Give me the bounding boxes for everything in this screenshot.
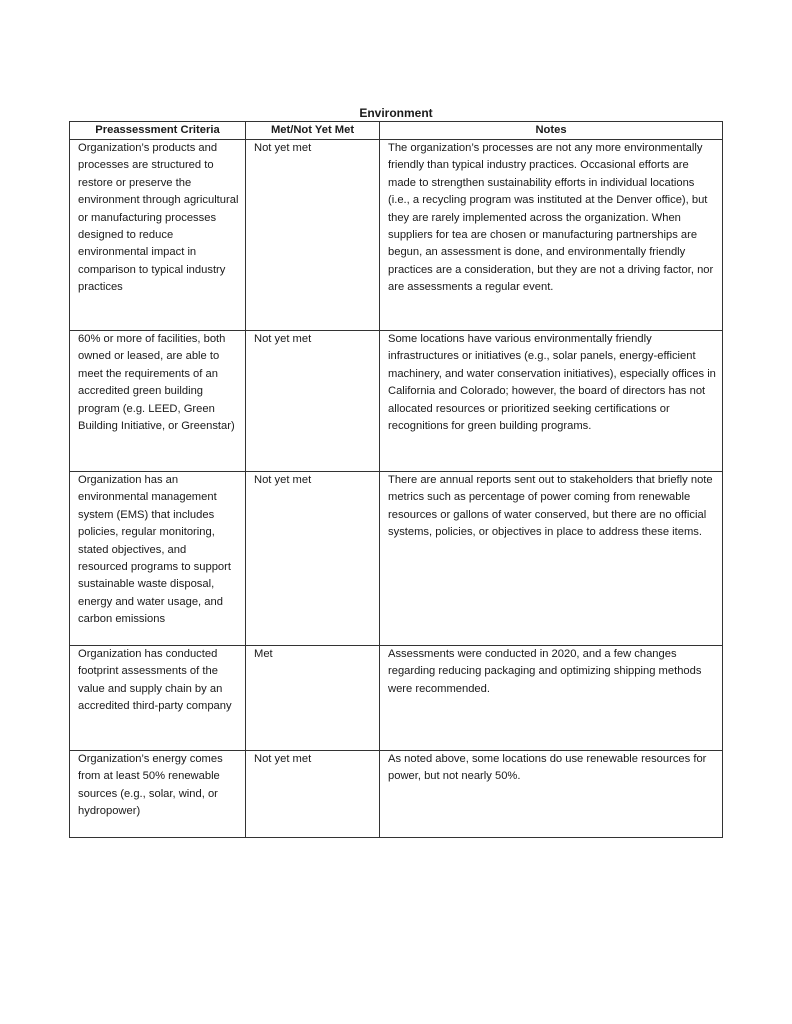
column-header-notes: Notes	[380, 122, 723, 140]
table-row	[70, 472, 723, 646]
table-row	[70, 751, 723, 838]
table-row	[70, 140, 723, 331]
status-cell: Not yet met	[246, 751, 380, 838]
notes-cell: The organization’s processes are not any more environmentally friendly than typical industry practices. Occasional efforts are made to strengthen sustainability efforts in individual locations (i.e., a recycling program was instituted at the Denver office), but they are rarely implemented across the organization. When suppliers for tea are chosen or manufacturing partnerships are begun, an assessment is done, and environmentally friendly practices are a consideration, but they are not a driving factor, nor are assessments a regular event.	[380, 140, 723, 331]
status-cell: Not yet met	[246, 472, 380, 646]
criteria-cell: Organization has conducted footprint assessments of the value and supply chain by an accredited third-party company	[70, 646, 246, 751]
column-header-criteria: Preassessment Criteria	[70, 122, 246, 140]
table-header-row	[70, 122, 723, 140]
status-cell: Not yet met	[246, 331, 380, 472]
document-title: Environment	[359, 106, 433, 120]
notes-cell: Some locations have various environmentally friendly infrastructures or initiatives (e.g., solar panels, energy-efficient machinery, and water conservation initiatives), especially offices in California and Colorado; however, the board of directors has not allocated resources or prioritized seeking certifications or recognitions for green building programs.	[380, 331, 723, 472]
notes-cell: There are annual reports sent out to stakeholders that briefly note metrics such as percentage of power coming from renewable resources or gallons of water conserved, but there are no official systems, policies, or objectives in place to address these items.	[380, 472, 723, 646]
table-row	[70, 331, 723, 472]
column-header-status: Met/Not Yet Met	[246, 122, 380, 140]
criteria-cell: 60% or more of facilities, both owned or leased, are able to meet the requirements of an accredited green building program (e.g. LEED, Green Building Initiative, or Greenstar)	[70, 331, 246, 472]
notes-cell: As noted above, some locations do use renewable resources for power, but not nearly 50%.	[380, 751, 723, 838]
table-row	[70, 646, 723, 751]
criteria-table	[69, 121, 723, 838]
notes-cell: Assessments were conducted in 2020, and a few changes regarding reducing packaging and optimizing shipping methods were recommended.	[380, 646, 723, 751]
status-cell: Met	[246, 646, 380, 751]
criteria-cell: Organization’s products and processes are structured to restore or preserve the environment through agricultural or manufacturing processes designed to reduce environmental impact in comparison to typical industry practices	[70, 140, 246, 331]
criteria-cell: Organization’s energy comes from at least 50% renewable sources (e.g., solar, wind, or hydropower)	[70, 751, 246, 838]
status-cell: Not yet met	[246, 140, 380, 331]
criteria-cell: Organization has an environmental management system (EMS) that includes policies, regular monitoring, stated objectives, and resourced programs to support sustainable waste disposal, energy and water usage, and carbon emissions	[70, 472, 246, 646]
